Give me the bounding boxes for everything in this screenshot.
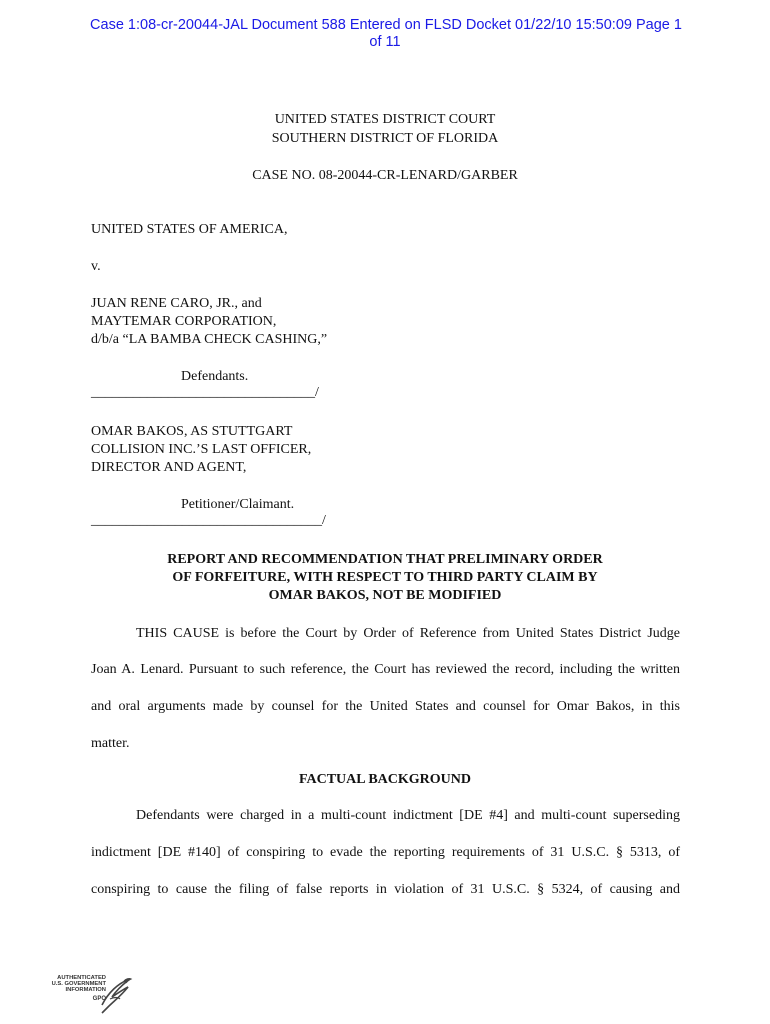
- petitioner-line-2: COLLISION INC.’S LAST OFFICER,: [91, 442, 312, 457]
- petitioner-label: Petitioner/Claimant.: [181, 497, 295, 512]
- intro-line-1: THIS CAUSE is before the Court by Order of Reference from United States District Judge: [136, 626, 680, 641]
- versus-label: v.: [91, 259, 101, 274]
- document-title-line-1: REPORT AND RECOMMENDATION THAT PRELIMINARY ORDER: [167, 552, 603, 567]
- background-line-2: indictment [DE #140] of conspiring to evade the reporting requirements of 31 U.S.C. § 5313, of: [91, 845, 680, 860]
- caption-rule-2: _________________________________/: [91, 513, 326, 528]
- gpo-logo-line-3: INFORMATION: [65, 987, 106, 994]
- gpo-logo-line-2: U.S. GOVERNMENT: [51, 981, 106, 988]
- defendant-line-1: JUAN RENE CARO, JR., and: [91, 296, 262, 311]
- eagle-icon: [98, 975, 134, 1015]
- docket-stamp-line1: Case 1:08-cr-20044-JAL Document 588 Entered on FLSD Docket 01/22/10 15:50:09 Page 1: [90, 17, 682, 33]
- gpo-authentication-logo: [44, 975, 134, 1015]
- background-line-3: conspiring to cause the filing of false reports in violation of 31 U.S.C. § 5324, of causing and: [91, 882, 680, 897]
- defendants-label: Defendants.: [181, 369, 249, 384]
- gpo-logo-text: [44, 975, 106, 1002]
- intro-line-2: Joan A. Lenard. Pursuant to such reference, the Court has reviewed the record, including the written: [91, 662, 680, 677]
- petitioner-line-3: DIRECTOR AND AGENT,: [91, 460, 247, 475]
- document-title-line-3: OMAR BAKOS, NOT BE MODIFIED: [268, 588, 502, 603]
- intro-line-3: and oral arguments made by counsel for the United States and counsel for Omar Bakos, in this: [91, 699, 680, 714]
- defendant-line-3: d/b/a “LA BAMBA CHECK CASHING,”: [91, 332, 328, 347]
- gpo-logo-line-1: AUTHENTICATED: [57, 975, 106, 981]
- caption-rule-1: ________________________________/: [91, 385, 319, 400]
- intro-line-4: matter.: [91, 736, 130, 751]
- section-heading: FACTUAL BACKGROUND: [298, 772, 472, 787]
- court-name: UNITED STATES DISTRICT COURT: [274, 112, 496, 127]
- document-title-line-2: OF FORFEITURE, WITH RESPECT TO THIRD PARTY CLAIM BY: [172, 570, 598, 585]
- plaintiff-name: UNITED STATES OF AMERICA,: [91, 222, 288, 237]
- court-district: SOUTHERN DISTRICT OF FLORIDA: [271, 131, 499, 146]
- docket-stamp-line2: of 11: [369, 34, 401, 50]
- background-line-1: Defendants were charged in a multi-count indictment [DE #4] and multi-count superseding: [136, 808, 680, 823]
- petitioner-line-1: OMAR BAKOS, AS STUTTGART: [91, 424, 293, 439]
- gpo-logo-line-4: GPO: [92, 995, 106, 1002]
- defendant-line-2: MAYTEMAR CORPORATION,: [91, 314, 277, 329]
- case-number: CASE NO. 08-20044-CR-LENARD/GARBER: [252, 168, 518, 183]
- docket-stamp: [0, 17, 770, 51]
